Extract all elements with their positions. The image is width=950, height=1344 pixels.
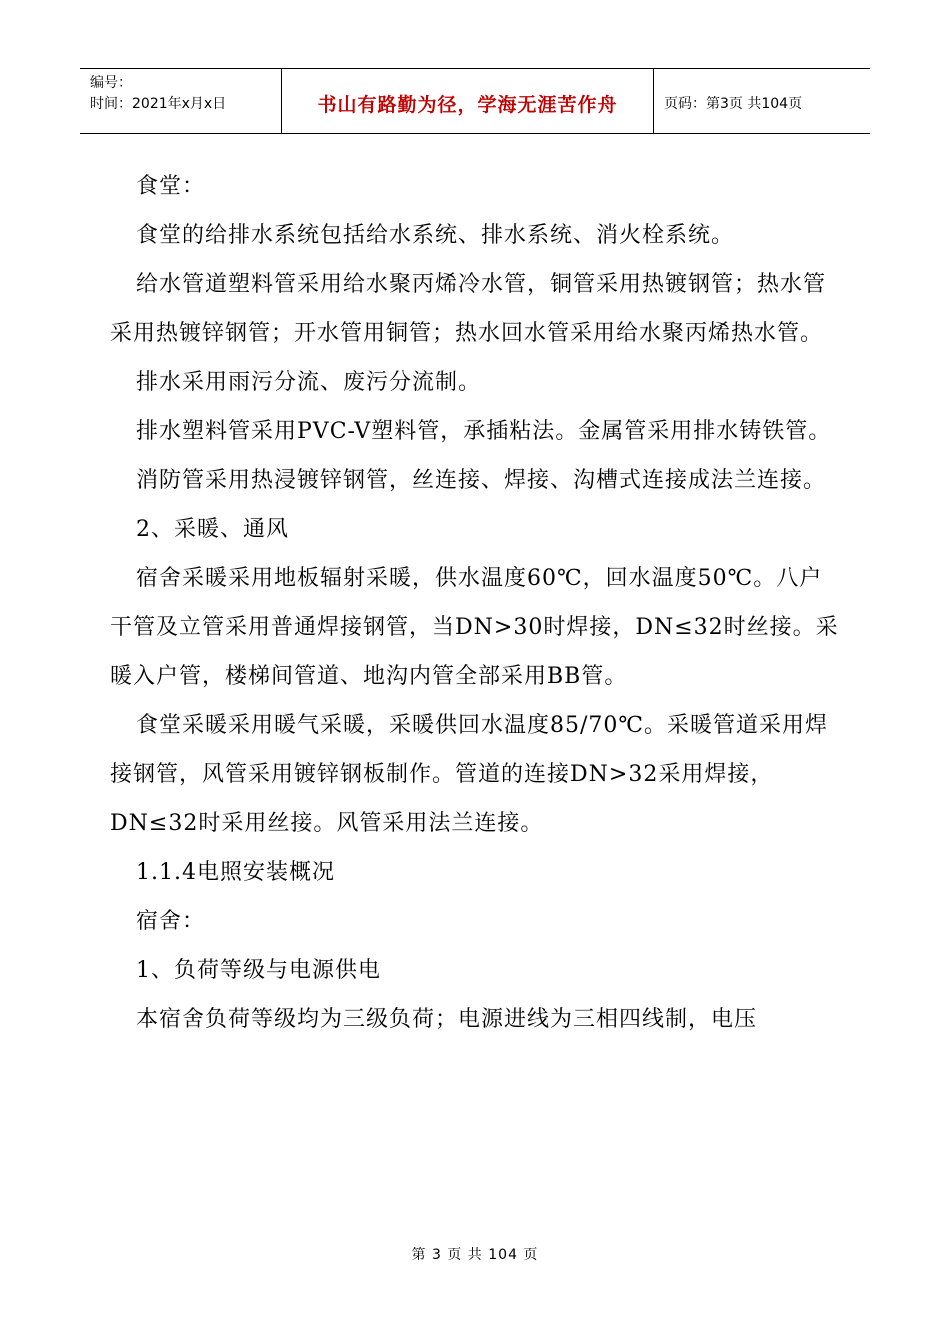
paragraph: 食堂：	[136, 174, 206, 199]
section-heading: 2、采暖、通风	[136, 517, 289, 542]
paragraph: 宿舍：	[136, 909, 206, 934]
header-motto: 书山有路勤为径，学海无涯苦作舟	[282, 69, 654, 133]
section-heading: 1.1.4电照安装概况	[136, 860, 335, 885]
section-heading: 1、负荷等级与电源供电	[136, 958, 381, 983]
page-footer: 第 3 页 共 104 页	[411, 1247, 539, 1263]
paragraph: 食堂采暖采用暖气采暖，采暖供回水温度85/70℃。采暖管道采用焊接钢管，风管采用镀锌钢板制作。管道的连接DN>32采用焊接，DN≤32时采用丝接。风管采用法兰连接。	[110, 713, 829, 836]
document-time: 时间：2021年x月x日	[90, 96, 227, 112]
paragraph: 消防管采用热浸镀锌钢管，丝连接、焊接、沟槽式连接成法兰连接。	[136, 468, 827, 493]
header-page-number: 页码：第3页 共104页	[664, 96, 803, 112]
paragraph: 排水塑料管采用PVC-V塑料管，承插粘法。金属管采用排水铸铁管。	[136, 419, 832, 444]
paragraph: 食堂的给排水系统包括给水系统、排水系统、消火栓系统。	[136, 223, 735, 248]
document-body	[110, 162, 842, 1044]
document-number: 编号：	[90, 75, 132, 91]
header-meta	[80, 69, 282, 133]
page-header	[80, 68, 870, 134]
paragraph: 给水管道塑料管采用给水聚丙烯冷水管，铜管采用热镀钢管；热水管采用热镀锌钢管；开水管用铜管；热水回水管采用给水聚丙烯热水管。	[110, 272, 827, 346]
paragraph: 本宿舍负荷等级均为三级负荷；电源进线为三相四线制，电压	[136, 1007, 758, 1032]
paragraph: 宿舍采暖采用地板辐射采暖，供水温度60℃，回水温度50℃。八户干管及立管采用普通焊接钢管，当DN>30时焊接，DN≤32时丝接。采暖入户管，楼梯间管道、地沟内管全部采用BB管。	[110, 566, 839, 689]
paragraph: 排水采用雨污分流、废污分流制。	[136, 370, 482, 395]
